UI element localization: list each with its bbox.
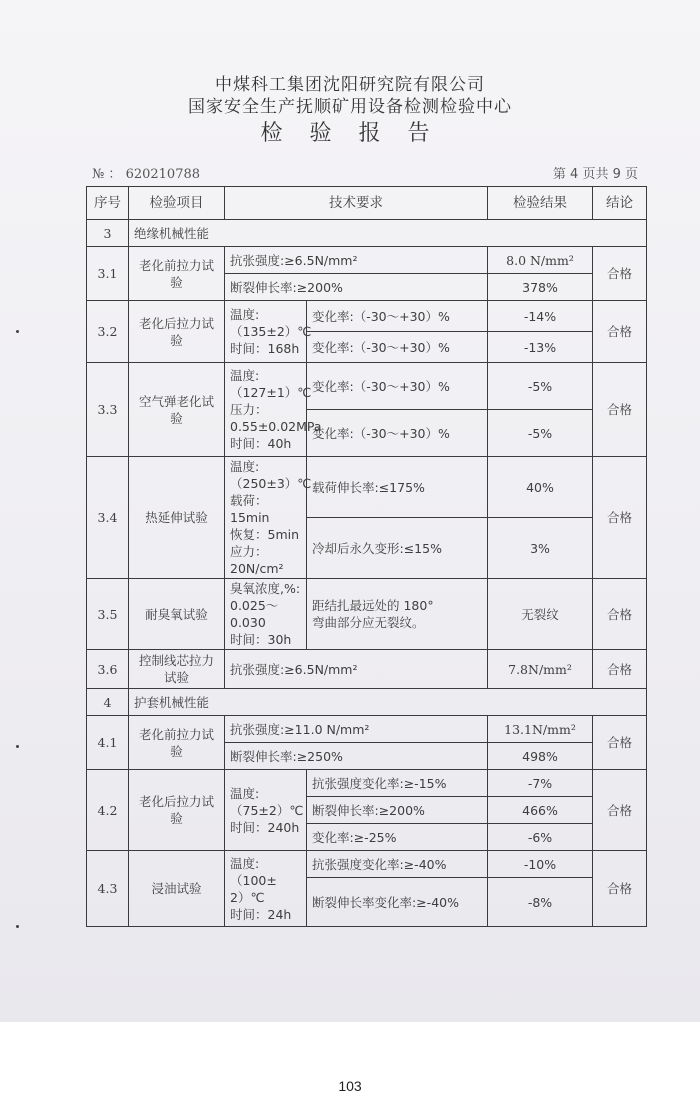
header-item: 检验项目 — [129, 187, 225, 220]
requirement-cell: 断裂伸长率:≥200% — [225, 274, 488, 301]
table-header-row — [87, 187, 647, 220]
row-item: 控制线芯拉力试验 — [129, 650, 225, 689]
row-item: 老化前拉力试验 — [129, 247, 225, 301]
row-seq: 4.1 — [87, 716, 129, 770]
row-seq: 3.3 — [87, 363, 129, 457]
result-cell: -5% — [488, 410, 593, 457]
result-cell: 7.8N/mm² — [488, 650, 593, 689]
scan-dot — [16, 745, 19, 748]
result-cell: -5% — [488, 363, 593, 410]
conclusion-cell: 合格 — [593, 770, 647, 851]
requirement-cell: 变化率:（-30～+30）% — [307, 410, 488, 457]
condition-cell: 温度: （75±2）℃ 时间：240h — [225, 770, 307, 851]
requirement-cell: 距结扎最远处的 180° 弯曲部分应无裂纹。 — [307, 579, 488, 650]
org-name: 中煤科工集团沈阳研究院有限公司 — [215, 75, 485, 95]
result-cell: 498% — [488, 743, 593, 770]
requirement-cell: 抗张强度:≥11.0 N/mm² — [225, 716, 488, 743]
table-row — [87, 457, 647, 518]
page-number: 103 — [338, 1078, 362, 1094]
row-item: 耐臭氧试验 — [129, 579, 225, 650]
result-cell: 无裂纹 — [488, 579, 593, 650]
conclusion-cell: 合格 — [593, 579, 647, 650]
result-cell: 378% — [488, 274, 593, 301]
conclusion-cell: 合格 — [593, 247, 647, 301]
row-seq: 3.1 — [87, 247, 129, 301]
conclusion-cell: 合格 — [593, 363, 647, 457]
section-number: 3 — [87, 220, 129, 247]
table-row — [87, 650, 647, 689]
section-row — [87, 689, 647, 716]
report-number: № ： 620210788 — [92, 167, 201, 182]
row-item: 老化后拉力试验 — [129, 770, 225, 851]
row-seq: 4.2 — [87, 770, 129, 851]
scan-dot — [16, 330, 19, 333]
section-number: 4 — [87, 689, 129, 716]
requirement-cell: 载荷伸长率:≤175% — [307, 457, 488, 518]
requirement-cell: 变化率:（-30～+30）% — [307, 332, 488, 363]
requirement-cell: 抗张强度:≥6.5N/mm² — [225, 650, 488, 689]
header-seq: 序号 — [87, 187, 129, 220]
row-item: 老化前拉力试验 — [129, 716, 225, 770]
requirement-cell: 变化率:≥-25% — [307, 824, 488, 851]
result-cell: -6% — [488, 824, 593, 851]
row-seq: 3.2 — [87, 301, 129, 363]
requirement-cell: 抗张强度变化率:≥-15% — [307, 770, 488, 797]
result-cell: 13.1N/mm² — [488, 716, 593, 743]
conclusion-cell: 合格 — [593, 851, 647, 927]
center-name: 国家安全生产抚顺矿用设备检测检验中心 — [188, 97, 512, 117]
result-cell: 466% — [488, 797, 593, 824]
condition-cell: 温度: （127±1）℃ 压力： 0.55±0.02MPa 时间：40h — [225, 363, 307, 457]
section-row — [87, 220, 647, 247]
requirement-cell: 抗张强度变化率:≥-40% — [307, 851, 488, 878]
conclusion-cell: 合格 — [593, 650, 647, 689]
result-cell: 3% — [488, 518, 593, 579]
section-title: 绝缘机械性能 — [129, 220, 647, 247]
result-cell: -8% — [488, 878, 593, 927]
row-seq: 3.4 — [87, 457, 129, 579]
report-title: 检 验 报 告 — [260, 121, 440, 146]
conclusion-cell: 合格 — [593, 301, 647, 363]
requirement-cell: 抗张强度:≥6.5N/mm² — [225, 247, 488, 274]
requirement-cell: 冷却后永久变形:≤15% — [307, 518, 488, 579]
inspection-table — [86, 186, 647, 927]
row-seq: 3.6 — [87, 650, 129, 689]
result-cell: -10% — [488, 851, 593, 878]
result-cell: -14% — [488, 301, 593, 332]
condition-cell: 温度: （100± 2）℃ 时间：24h — [225, 851, 307, 927]
condition-cell: 臭氧浓度,%: 0.025～0.030 时间：30h — [225, 579, 307, 650]
header-conclusion: 结论 — [593, 187, 647, 220]
result-cell: -13% — [488, 332, 593, 363]
row-seq: 3.5 — [87, 579, 129, 650]
row-item: 热延伸试验 — [129, 457, 225, 579]
table-row — [87, 716, 647, 743]
table-row — [87, 579, 647, 650]
result-cell: 40% — [488, 457, 593, 518]
result-cell: 8.0 N/mm² — [488, 247, 593, 274]
table-row — [87, 851, 647, 878]
requirement-cell: 断裂伸长率:≥200% — [307, 797, 488, 824]
row-item: 老化后拉力试验 — [129, 301, 225, 363]
table-row — [87, 770, 647, 797]
requirement-cell: 变化率:（-30～+30）% — [307, 301, 488, 332]
requirement-cell: 变化率:（-30～+30）% — [307, 363, 488, 410]
conclusion-cell: 合格 — [593, 457, 647, 579]
result-cell: -7% — [488, 770, 593, 797]
row-seq: 4.3 — [87, 851, 129, 927]
conclusion-cell: 合格 — [593, 716, 647, 770]
header-result: 检验结果 — [488, 187, 593, 220]
condition-cell: 温度: （250±3）℃ 载荷：15min 恢复：5min 应力：20N/cm² — [225, 457, 307, 579]
table-row — [87, 363, 647, 410]
page-info: 第 4 页共 9 页 — [552, 167, 638, 182]
table-row — [87, 301, 647, 332]
row-item: 空气弹老化试验 — [129, 363, 225, 457]
requirement-cell: 断裂伸长率:≥250% — [225, 743, 488, 770]
section-title: 护套机械性能 — [129, 689, 647, 716]
header-requirement: 技术要求 — [225, 187, 488, 220]
row-item: 浸油试验 — [129, 851, 225, 927]
condition-cell: 温度: （135±2）℃ 时间：168h — [225, 301, 307, 363]
requirement-cell: 断裂伸长率变化率:≥-40% — [307, 878, 488, 927]
scan-dot — [16, 925, 19, 928]
table-row — [87, 247, 647, 274]
